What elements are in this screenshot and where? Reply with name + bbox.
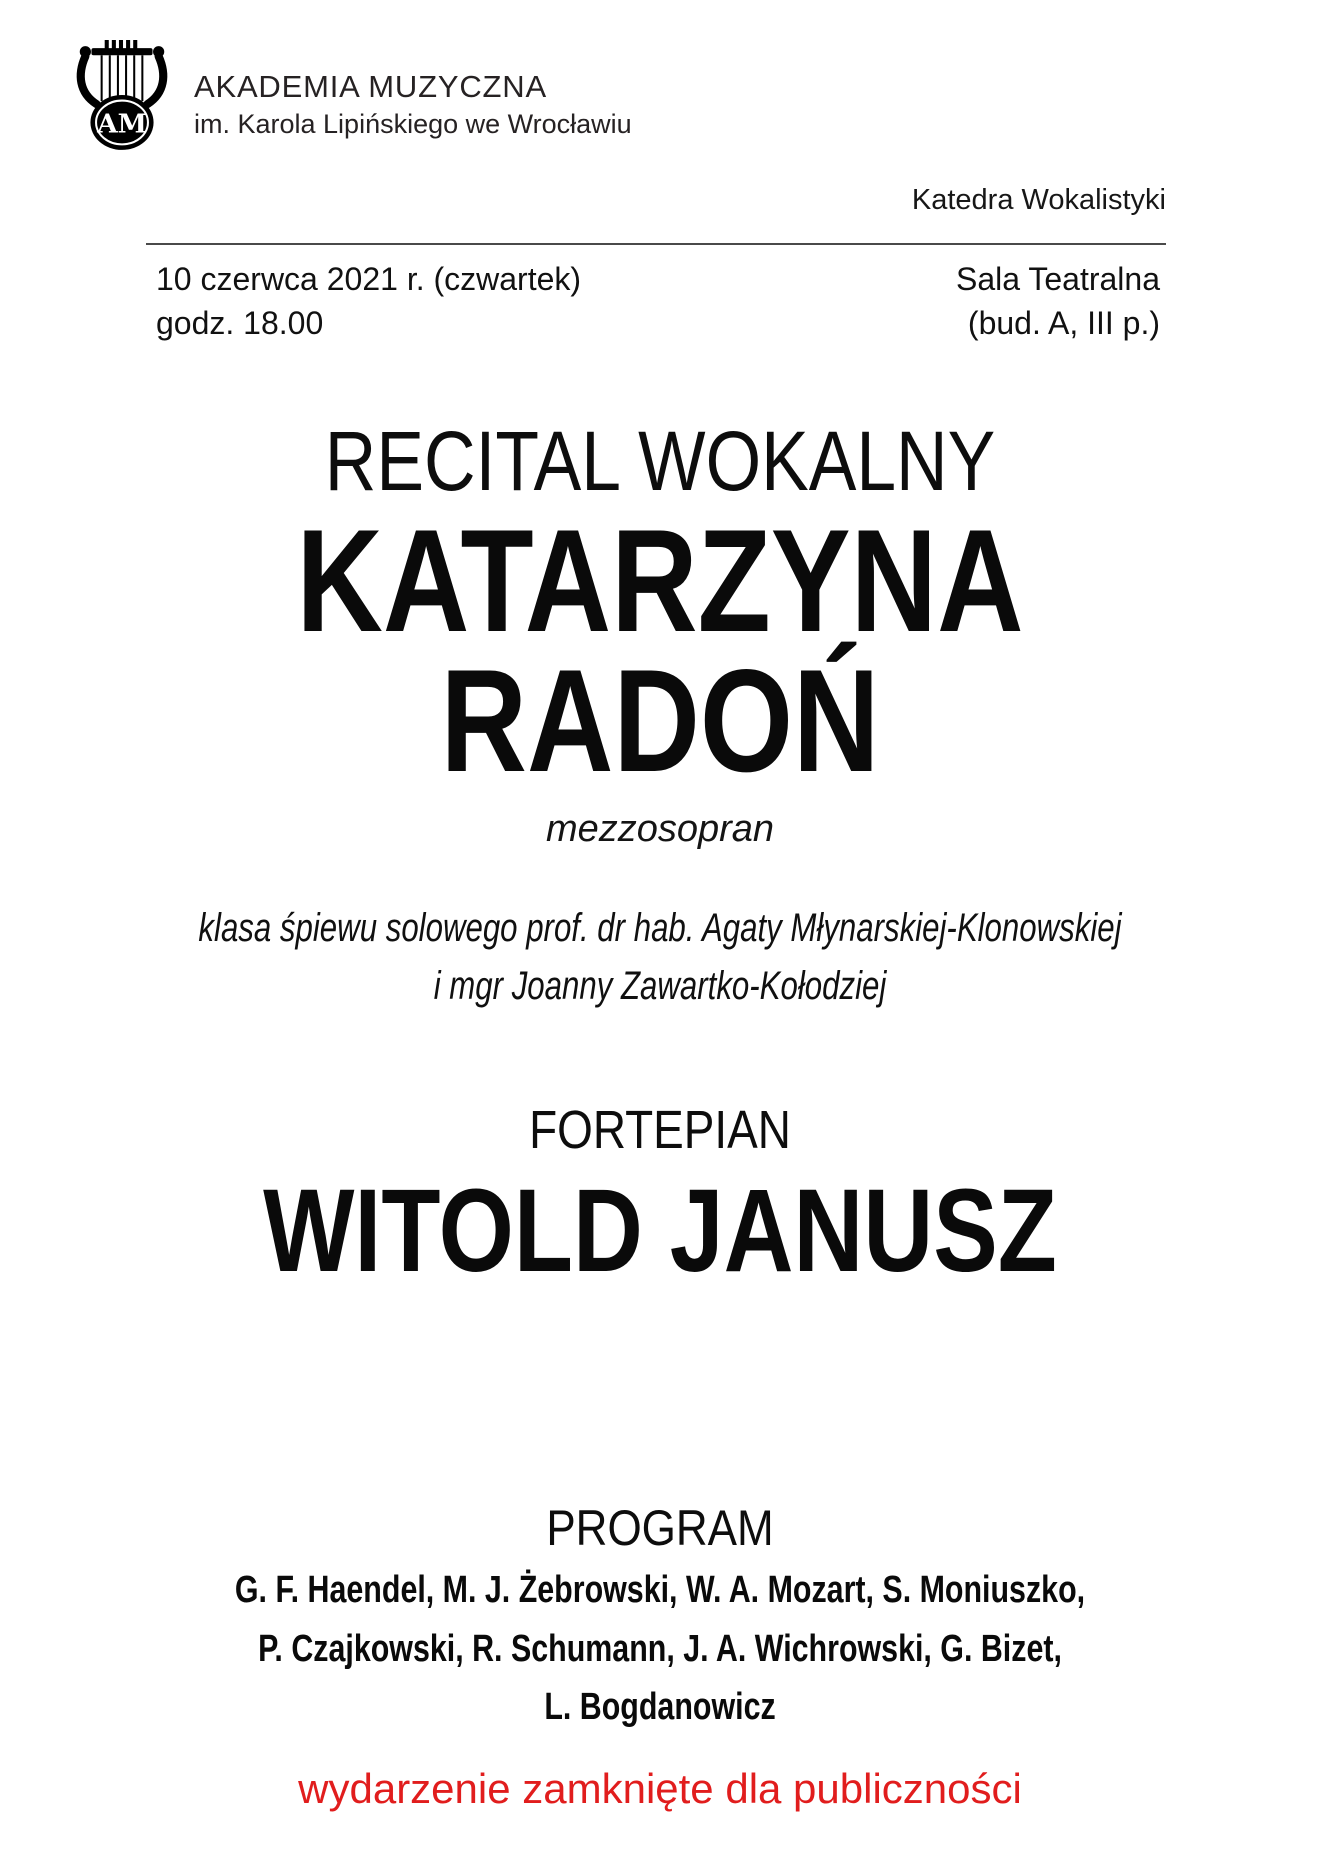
venue-name: Sala Teatralna: [956, 261, 1160, 297]
org-name: AKADEMIA MUZYCZNA: [194, 68, 547, 104]
lyre-icon: [70, 40, 174, 154]
performer-name: [119, 499, 1201, 803]
vocal-class-credit: [145, 899, 1175, 1015]
event-info-row: [156, 257, 1160, 345]
header-divider: [146, 243, 1166, 245]
composers-line2: P. Czajkowski, R. Schumann, J. A. Wichrowski, G. Bizet,: [258, 1627, 1062, 1670]
program-title: PROGRAM: [546, 1499, 774, 1556]
brand-header: [0, 0, 1320, 154]
composers-line3: L. Bogdanowicz: [544, 1686, 776, 1729]
recital-type-title: RECITAL WOKALNY: [324, 414, 996, 509]
program-composers: [132, 1561, 1188, 1738]
vocal-class-line1: klasa śpiewu solowego prof. dr hab. Agaty Młynarskiej-Klonowskiej: [198, 905, 1122, 950]
performer-last-name: RADOŃ: [440, 639, 880, 803]
brand-text: [194, 55, 632, 140]
closed-event-notice: wydarzenie zamknięte dla publiczności: [298, 1765, 1022, 1813]
vocal-class-line2: i mgr Joanny Zawartko-Kołodziej: [433, 963, 887, 1008]
event-date: 10 czerwca 2021 r. (czwartek): [156, 261, 582, 297]
org-subtitle: im. Karola Lipińskiego we Wrocławiu: [194, 108, 632, 139]
event-venue: [956, 257, 1160, 345]
venue-detail: (bud. A, III p.): [967, 305, 1160, 342]
voice-type: mezzosopran: [545, 807, 775, 850]
pianist-name: WITOLD JANUSZ: [263, 1164, 1057, 1297]
department-label: Katedra Wokalistyki: [911, 184, 1166, 216]
event-time: godz. 18.00: [156, 305, 324, 342]
logo-monogram: AM: [97, 108, 147, 140]
composers-line1: G. F. Haendel, M. J. Żebrowski, W. A. Mozart, S. Moniuszko,: [234, 1568, 1086, 1611]
performer-first-name: KATARZYNA: [296, 499, 1024, 663]
instrument-label: FORTEPIAN: [529, 1099, 791, 1160]
event-datetime: [156, 257, 581, 345]
